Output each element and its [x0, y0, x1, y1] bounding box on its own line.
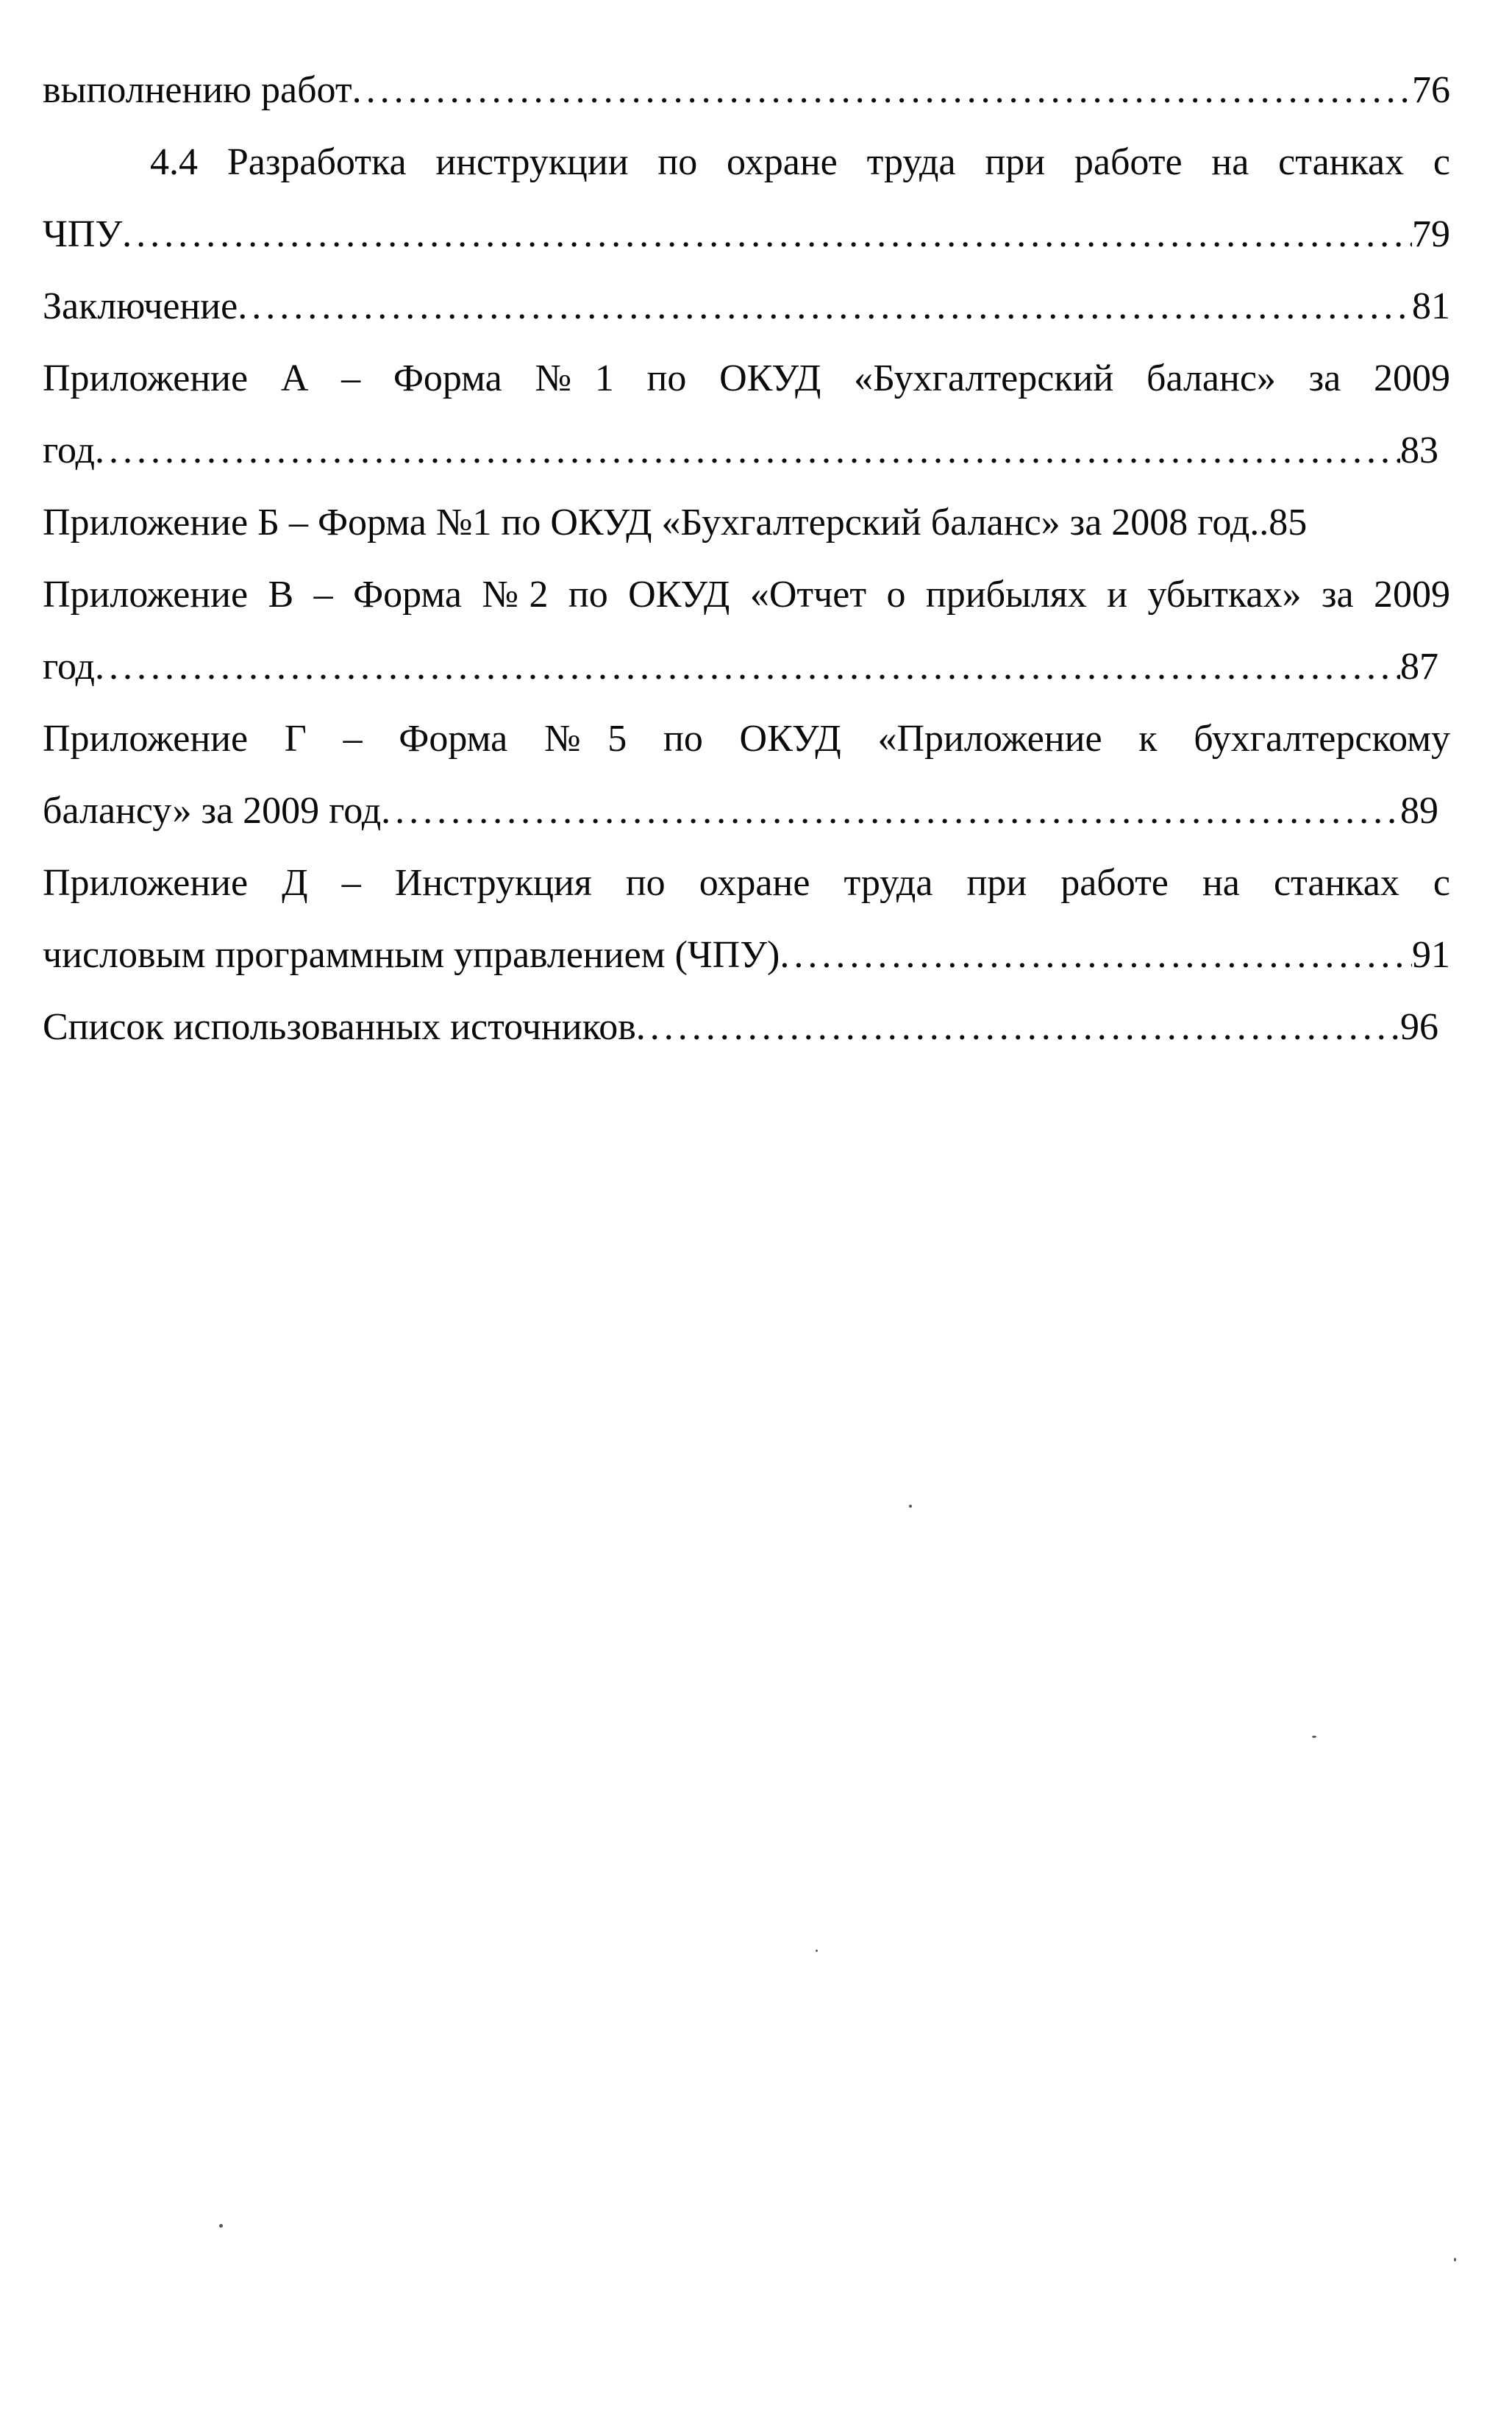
toc-entry-label: Приложение В – Форма №2 по ОКУД «Отчет о прибылях и убытках» за 2009 — [43, 574, 1450, 616]
toc-entry-appendix-v-line2 — [43, 631, 1438, 703]
toc-entry-label: Приложение А – Форма №1 по ОКУД «Бухгалтерский баланс» за 2009 — [43, 357, 1450, 399]
dot-leader — [95, 631, 1400, 703]
toc-entry-label: Список использованных источников — [43, 1006, 636, 1048]
toc-page-number: 79 — [1412, 213, 1450, 255]
speck — [909, 1505, 912, 1508]
toc-entry-label: Заключение — [43, 285, 238, 327]
toc-page-number: 83 — [1400, 430, 1438, 471]
toc-page-number: 96 — [1400, 1006, 1438, 1048]
toc-entry-4-4-line1 — [43, 126, 1450, 199]
dot-leader — [95, 415, 1400, 487]
toc-entry-label: Приложение Д – Инструкция по охране труда при работе на станках с — [43, 862, 1450, 904]
table-of-contents — [43, 54, 1450, 1063]
toc-entry-label: год — [43, 430, 95, 471]
toc-entry-4-4-line2 — [43, 199, 1450, 271]
toc-entry-appendix-b — [43, 487, 1450, 559]
toc-entry-label: Приложение Б – Форма №1 по ОКУД «Бухгалтерский баланс» за 2008 год..85 — [43, 502, 1308, 543]
toc-entry-label: выполнению работ — [43, 69, 352, 111]
toc-entry-appendix-v-line1 — [43, 559, 1450, 631]
dot-leader — [780, 919, 1412, 991]
toc-entry-work-execution — [43, 54, 1450, 126]
toc-page-number: 81 — [1412, 285, 1450, 327]
toc-entry-appendix-d-line1 — [43, 847, 1450, 919]
toc-entry-label: Приложение Г – Форма №5 по ОКУД «Приложение к бухгалтерскому — [43, 718, 1450, 760]
toc-entry-appendix-a-line1 — [43, 343, 1450, 415]
dot-leader — [636, 991, 1400, 1063]
toc-entry-conclusion — [43, 271, 1450, 343]
toc-entry-appendix-g-line1 — [43, 703, 1450, 775]
speck — [219, 2224, 223, 2228]
toc-page-number: 91 — [1412, 934, 1450, 976]
speck — [1312, 1736, 1316, 1738]
toc-page-number: 89 — [1400, 790, 1438, 832]
toc-entry-appendix-a-line2 — [43, 415, 1438, 487]
toc-entry-references — [43, 991, 1438, 1063]
toc-entry-appendix-d-line2 — [43, 919, 1450, 991]
speck — [1454, 2258, 1456, 2261]
dot-leader — [381, 775, 1400, 847]
toc-entry-label: год — [43, 646, 95, 688]
toc-entry-label: балансу» за 2009 год — [43, 790, 382, 832]
toc-page-number: 76 — [1412, 69, 1450, 111]
toc-entry-label: ЧПУ — [43, 213, 123, 255]
dot-leader — [122, 199, 1412, 271]
toc-entry-appendix-g-line2 — [43, 775, 1438, 847]
dot-leader — [238, 271, 1412, 343]
speck — [816, 1950, 818, 1952]
toc-entry-label: числовым программным управлением (ЧПУ) — [43, 934, 780, 976]
toc-page-number: 87 — [1400, 646, 1438, 688]
toc-entry-label: 4.4 Разработка инструкции по охране труда при работе на станках с — [150, 141, 1450, 183]
dot-leader — [352, 54, 1412, 126]
